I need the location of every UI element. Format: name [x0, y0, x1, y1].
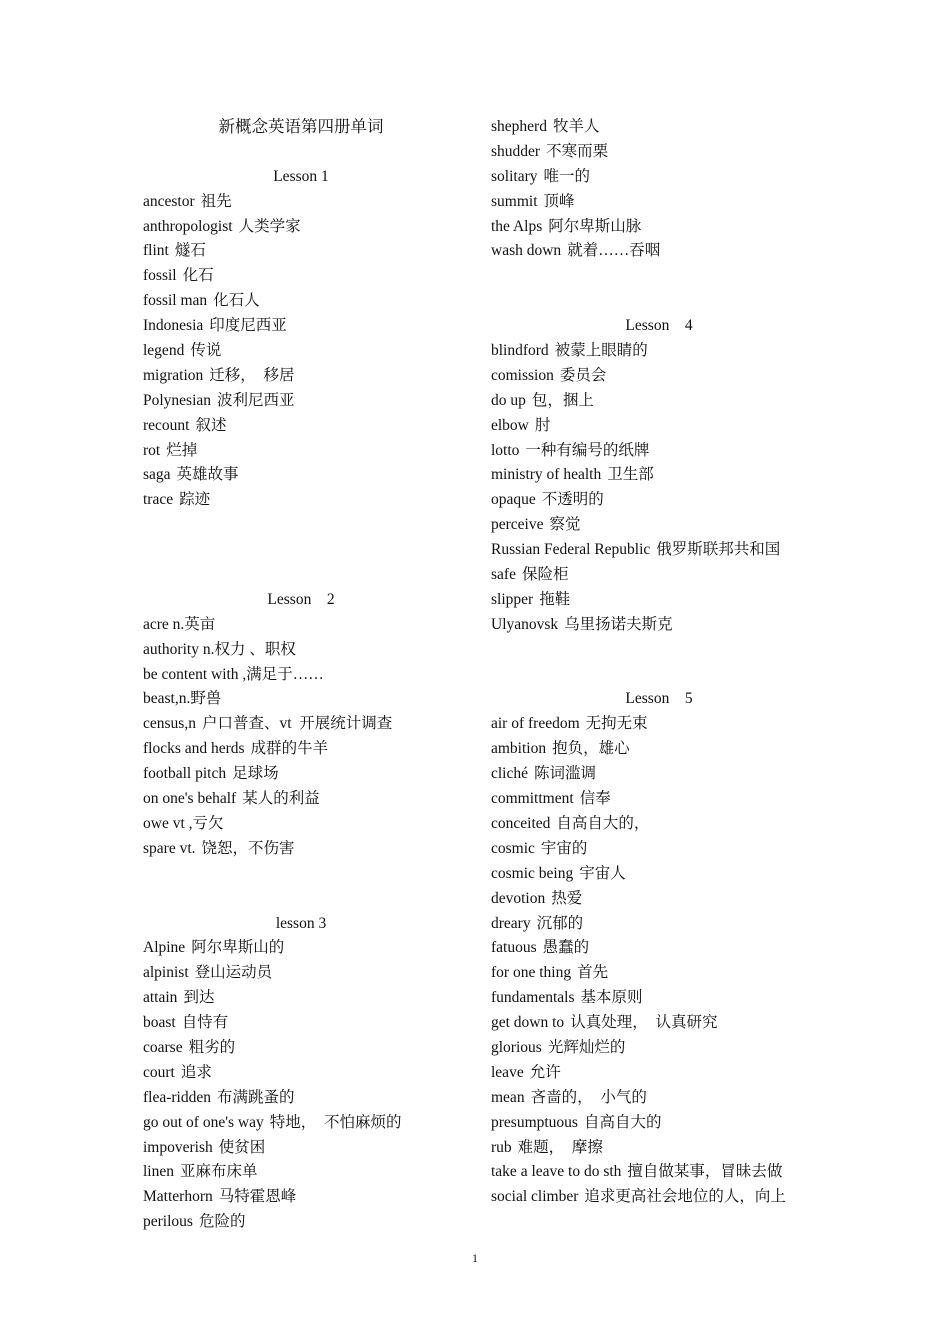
vocab-meaning: 乌里扬诺夫斯克 [564, 615, 673, 633]
vocab-meaning: 粗劣的 [188, 1038, 236, 1056]
vocab-meaning: 布满跳蚤的 [217, 1088, 295, 1106]
vocab-entry [491, 190, 821, 215]
vocab-word: on one's behalf [143, 790, 237, 808]
vocab-word: ancestor [143, 192, 195, 210]
vocab-word: perceive [491, 516, 544, 534]
vocab-meaning: 包，捆上 [531, 391, 594, 409]
vocab-word: impoverish [143, 1138, 213, 1156]
vocab-word: glorious [491, 1038, 542, 1056]
vocab-meaning: 卫生部 [607, 466, 654, 484]
vocab-entry [143, 215, 463, 240]
vocab-meaning: 擅自做某事，冒昧去做 [627, 1163, 783, 1181]
vocab-entry [143, 439, 463, 464]
vocab-word: anthropologist [143, 217, 233, 235]
vocab-meaning: 足球场 [232, 765, 279, 783]
vocab-word: ministry of health [491, 466, 602, 484]
vocab-meaning: 拖鞋 [539, 590, 571, 608]
vocab-entry [491, 613, 821, 638]
vocab-entry [143, 389, 463, 414]
vocab-meaning: 某人的利益 [242, 790, 320, 808]
vocab-meaning: 首先 [577, 964, 609, 982]
vocab-meaning: 祖先 [200, 192, 232, 210]
vocab-word: wash down [491, 242, 562, 260]
vocab-meaning: 就着……吞咽 [567, 242, 661, 260]
vocab-meaning: 户口普查、vt 开展统计调查 [201, 715, 393, 733]
vocab-word: the Alps [491, 217, 543, 235]
vocab-word: rot [143, 441, 161, 459]
vocab-entry [143, 1136, 463, 1161]
vocab-entry [143, 986, 463, 1011]
vocab-word: fossil man [143, 292, 208, 310]
vocab-word: cosmic [491, 839, 535, 857]
vocab-meaning: 难题， 摩擦 [517, 1138, 603, 1156]
vocab-meaning: 认真处理， 认真研究 [570, 1014, 718, 1032]
vocab-entry [491, 912, 821, 937]
vocab-entry [491, 1061, 821, 1086]
vocab-meaning: 一种有编号的纸牌 [525, 441, 650, 459]
vocab-entry [491, 762, 821, 787]
blank-line [143, 140, 463, 165]
vocab-word: lotto [491, 441, 520, 459]
vocab-entry [491, 837, 821, 862]
vocab-meaning: 自高自大的 [583, 1113, 662, 1131]
vocab-meaning: 马特霍恩峰 [218, 1188, 297, 1206]
vocab-entry [143, 339, 463, 364]
vocab-entry [143, 1160, 463, 1185]
vocab-word: solitary [491, 167, 538, 185]
vocab-entry [491, 737, 821, 762]
vocab-entry [143, 488, 463, 513]
vocab-meaning: 迁移， 移居 [209, 366, 295, 384]
vocab-meaning: 阿尔卑斯山脉 [548, 217, 642, 235]
vocab-meaning: 成群的牛羊 [250, 740, 329, 758]
vocab-entry [143, 1011, 463, 1036]
vocab-word: fundamentals [491, 989, 575, 1007]
vocab-word: summit [491, 192, 538, 210]
vocab-meaning: 燧石 [174, 242, 206, 260]
page-number: 1 [472, 1251, 478, 1265]
vocab-entry [143, 762, 463, 787]
vocab-entry [491, 239, 821, 264]
lesson-heading: Lesson 5 [625, 690, 693, 708]
vocab-word: perilous [143, 1213, 193, 1231]
vocab-meaning: 追求更高社会地位的人，向上 [584, 1188, 786, 1206]
vocab-meaning: 不透明的 [541, 491, 604, 509]
vocab-meaning: 热爱 [551, 889, 583, 907]
vocab-entry [491, 563, 821, 588]
vocab-entry [143, 837, 463, 862]
blank-line [143, 513, 463, 538]
vocab-word: slipper [491, 590, 534, 608]
vocab-entry [143, 289, 463, 314]
vocab-entry [143, 414, 463, 439]
vocab-meaning: 英雄故事 [176, 466, 239, 484]
vocab-entry [143, 1086, 463, 1111]
vocab-word: recount [143, 416, 190, 434]
vocab-word: cosmic being [491, 864, 574, 882]
vocab-entry [491, 1086, 821, 1111]
vocab-word: census,n [143, 715, 196, 733]
vocab-meaning: 顶峰 [543, 192, 575, 210]
vocab-meaning: 亚麻布床单 [180, 1163, 258, 1181]
vocab-word: saga [143, 466, 171, 484]
vocab-entry [491, 463, 821, 488]
vocab-word: blindford [491, 342, 549, 360]
vocab-entry [491, 1185, 821, 1210]
vocab-entry [491, 339, 821, 364]
vocab-meaning: 吝啬的， 小气的 [530, 1088, 647, 1106]
vocab-word: flea-ridden [143, 1088, 211, 1106]
vocab-entry [143, 712, 463, 737]
vocab-meaning: 允许 [529, 1063, 561, 1081]
vocab-entry [491, 488, 821, 513]
vocab-entry [491, 961, 821, 986]
vocab-meaning: 沉郁的 [536, 914, 584, 932]
vocab-word: football pitch [143, 765, 227, 783]
vocab-meaning: 饶恕，不伤害 [201, 839, 295, 857]
vocab-meaning: 宇宙的 [540, 839, 588, 857]
vocab-word: trace [143, 491, 174, 509]
vocab-word: take a leave to do sth [491, 1163, 622, 1181]
vocab-word: Polynesian [143, 391, 212, 409]
vocab-meaning: 光辉灿烂的 [547, 1038, 626, 1056]
vocab-entry: authority n.权力 、职权 [143, 640, 296, 658]
vocab-entry [491, 862, 821, 887]
vocab-entry [143, 314, 463, 339]
vocab-word: shepherd [491, 118, 547, 135]
vocab-entry [143, 190, 463, 215]
vocab-entry [491, 538, 821, 563]
lesson-heading: Lesson 1 [273, 167, 329, 185]
blank-line [143, 887, 463, 912]
lesson-heading: Lesson 2 [267, 590, 335, 608]
vocab-word: get down to [491, 1014, 565, 1032]
vocab-word: leave [491, 1063, 524, 1081]
vocab-word: safe [491, 566, 516, 584]
vocab-word: legend [143, 342, 185, 360]
vocab-word: mean [491, 1088, 525, 1106]
right-column [491, 115, 821, 1210]
vocab-word: court [143, 1063, 175, 1081]
vocab-meaning: 委员会 [559, 366, 607, 384]
vocab-entry [143, 1185, 463, 1210]
blank-line [491, 289, 821, 314]
vocab-word: social climber [491, 1188, 579, 1206]
blank-line [491, 638, 821, 663]
vocab-word: Matterhorn [143, 1188, 213, 1206]
vocab-entry [491, 1036, 821, 1061]
vocab-entry [491, 986, 821, 1011]
vocab-word: fatuous [491, 939, 537, 957]
vocab-meaning: 察觉 [549, 516, 581, 534]
vocab-word: spare vt. [143, 839, 196, 857]
blank-line [491, 264, 821, 289]
vocab-entry [143, 1036, 463, 1061]
vocab-meaning: 自高自大的， [556, 814, 650, 832]
vocab-entry [491, 588, 821, 613]
vocab-word: coarse [143, 1038, 183, 1056]
vocab-word: conceited [491, 814, 551, 832]
vocab-meaning: 陈词滥调 [534, 765, 597, 783]
vocab-word: air of freedom [491, 715, 580, 733]
vocab-entry [491, 140, 821, 165]
lesson-heading: Lesson 4 [625, 317, 693, 335]
vocab-meaning: 化石人 [213, 292, 260, 310]
vocab-meaning: 使贫困 [218, 1138, 266, 1156]
vocab-meaning: 踪迹 [179, 491, 211, 509]
vocab-meaning: 人类学家 [238, 217, 301, 235]
vocab-entry [491, 439, 821, 464]
vocab-entry [143, 264, 463, 289]
vocab-entry [491, 1136, 821, 1161]
vocab-meaning: 特地， 不怕麻烦的 [269, 1113, 402, 1131]
vocab-entry [491, 1111, 821, 1136]
vocab-meaning: 保险柜 [521, 566, 569, 584]
blank-line [491, 663, 821, 688]
vocab-entry [143, 737, 463, 762]
blank-line [143, 862, 463, 887]
vocab-entry [143, 936, 463, 961]
vocab-entry [491, 712, 821, 737]
vocab-word: opaque [491, 491, 536, 509]
vocab-entry: beast,n.野兽 [143, 690, 222, 708]
vocab-meaning: 传说 [190, 342, 222, 360]
vocab-meaning: 被蒙上眼睛的 [554, 342, 648, 360]
vocab-entry [491, 887, 821, 912]
vocab-entry [143, 239, 463, 264]
vocab-word: devotion [491, 889, 546, 907]
vocab-meaning: 肘 [534, 416, 551, 434]
vocab-meaning: 信奉 [579, 790, 611, 808]
vocab-entry [143, 463, 463, 488]
vocab-word: do up [491, 391, 526, 409]
vocab-word: fossil [143, 267, 177, 285]
vocab-meaning: 自恃有 [181, 1014, 229, 1032]
vocab-word: boast [143, 1014, 176, 1032]
vocab-entry [143, 961, 463, 986]
vocab-word: dreary [491, 914, 531, 932]
vocab-entry [491, 165, 821, 190]
vocab-word: committment [491, 790, 574, 808]
vocab-meaning: 唯一的 [543, 167, 591, 185]
vocab-entry [143, 787, 463, 812]
vocab-word: Russian Federal Republic [491, 541, 651, 559]
vocab-word: ambition [491, 740, 547, 758]
vocab-word: presumptuous [491, 1113, 578, 1131]
vocab-meaning: 俄罗斯联邦共和国 [656, 541, 781, 559]
blank-line [143, 538, 463, 563]
vocab-entry: be content with ,满足于…… [143, 665, 324, 683]
vocab-entry [491, 812, 821, 837]
vocab-word: linen [143, 1163, 174, 1181]
vocab-entry [143, 364, 463, 389]
vocab-word: alpinist [143, 964, 189, 982]
vocab-entry [143, 1061, 463, 1086]
vocab-entry [491, 1011, 821, 1036]
vocab-word: flocks and herds [143, 740, 245, 758]
vocab-word: rub [491, 1138, 512, 1156]
vocab-word: shudder [491, 142, 541, 160]
vocab-entry [491, 787, 821, 812]
vocab-meaning: 牧羊人 [552, 118, 600, 135]
left-column [143, 115, 463, 1235]
vocab-meaning: 登山运动员 [194, 964, 273, 982]
vocab-word: migration [143, 366, 204, 384]
vocab-word: Indonesia [143, 317, 204, 335]
vocab-entry [491, 936, 821, 961]
vocab-word: cliché [491, 765, 529, 783]
vocab-word: for one thing [491, 964, 572, 982]
vocab-entry [491, 513, 821, 538]
vocab-meaning: 波利尼西亚 [217, 391, 295, 409]
vocab-word: go out of one's way [143, 1113, 264, 1131]
vocab-entry [491, 414, 821, 439]
vocab-meaning: 化石 [182, 267, 214, 285]
vocab-meaning: 无拘无束 [585, 715, 648, 733]
vocab-entry [491, 115, 821, 140]
vocab-word: flint [143, 242, 169, 260]
vocab-meaning: 危险的 [198, 1213, 246, 1231]
vocab-entry [491, 389, 821, 414]
vocab-meaning: 愚蠢的 [542, 939, 590, 957]
vocab-meaning: 宇宙人 [579, 864, 626, 882]
document-title: 新概念英语第四册单词 [218, 117, 384, 136]
vocab-entry [491, 364, 821, 389]
vocab-entry [143, 1111, 463, 1136]
vocab-meaning: 不寒而栗 [546, 142, 609, 160]
blank-line [143, 563, 463, 588]
vocab-meaning: 叙述 [195, 416, 227, 434]
vocab-entry [491, 215, 821, 240]
vocab-word: Alpine [143, 939, 186, 957]
vocab-word: comission [491, 366, 554, 384]
vocab-word: attain [143, 989, 178, 1007]
vocab-entry [491, 1160, 821, 1185]
vocab-meaning: 到达 [183, 989, 215, 1007]
vocab-word: Ulyanovsk [491, 615, 559, 633]
vocab-meaning: 印度尼西亚 [209, 317, 287, 335]
vocab-word: elbow [491, 416, 529, 434]
vocab-entry [143, 1210, 463, 1235]
vocab-meaning: 追求 [180, 1063, 212, 1081]
vocab-entry: owe vt ,亏欠 [143, 814, 224, 832]
vocab-entry: acre n.英亩 [143, 615, 216, 633]
vocab-meaning: 烂掉 [166, 441, 198, 459]
vocab-meaning: 基本原则 [580, 989, 643, 1007]
vocab-meaning: 阿尔卑斯山的 [191, 939, 285, 957]
vocab-meaning: 抱负，雄心 [552, 740, 630, 758]
lesson-heading: lesson 3 [275, 914, 327, 932]
